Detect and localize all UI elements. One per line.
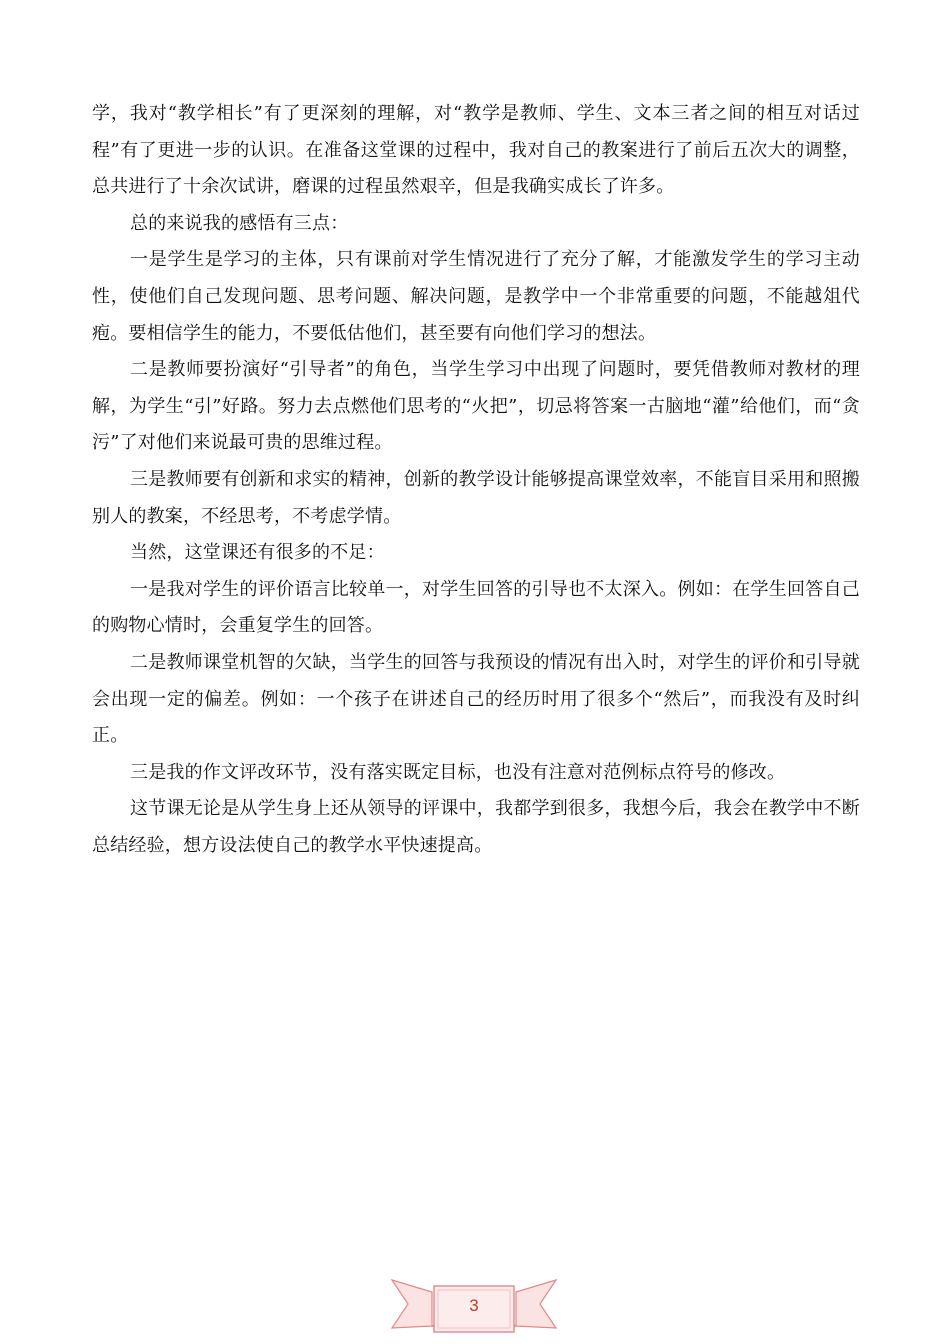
paragraph-1: 学，我对“教学相长”有了更深刻的理解，对“教学是教师、学生、文本三者之间的相互对话过程”有了更进一步的认识。在准备这堂课的过程中，我对自己的教案进行了前后五次大的调整，总共进行了十余次试讲，磨课的过程虽然艰辛，但是我确实成长了许多。: [92, 103, 860, 198]
paragraph-7: 一是我对学生的评价语言比较单一，对学生回答的引导也不太深入。例如：在学生回答自己的购物心情时，会重复学生的回答。: [92, 578, 860, 637]
paragraph-9: 三是我的作文评改环节，没有落实既定目标，也没有注意对范例标点符号的修改。: [130, 761, 786, 783]
paragraph-10: 这节课无论是从学生身上还从领导的评课中，我都学到很多，我想今后，我会在教学中不断总结经验，想方设法使自己的教学水平快速提高。: [92, 798, 860, 856]
paragraph-6: 当然，这堂课还有很多的不足：: [130, 542, 385, 564]
paragraph-8: 二是教师课堂机智的欠缺，当学生的回答与我预设的情况有出入时，对学生的评价和引导就会出现一定的偏差。例如：一个孩子在讲述自己的经历时用了很多个“然后”，而我没有及时纠正。: [92, 651, 860, 747]
paragraph-2: 总的来说我的感悟有三点：: [130, 212, 349, 234]
paragraph-4: 二是教师要扮演好“引导者”的角色，当学生学习中出现了问题时，要凭借教师对教材的理解，为学生“引”好路。努力去点燃他们思考的“火把”，切忌将答案一古脑地“灌”给他们，而“贪污”了对他们来说最可贵的思维过程。: [92, 359, 860, 454]
page-number: 3: [469, 1296, 479, 1315]
document-body: [92, 96, 860, 864]
page-number-ribbon: [390, 1272, 558, 1336]
paragraph-3: 一是学生是学习的主体，只有课前对学生情况进行了充分了解，才能激发学生的学习主动性，使他们自己发现问题、思考问题、解决问题，是教学中一个非常重要的问题，不能越俎代疱。要相信学生的能力，不要低估他们，甚至要有向他们学习的想法。: [92, 249, 860, 344]
paragraph-5: 三是教师要有创新和求实的精神，创新的教学设计能够提高课堂效率，不能盲目采用和照搬别人的教案，不经思考，不考虑学情。: [92, 468, 860, 527]
